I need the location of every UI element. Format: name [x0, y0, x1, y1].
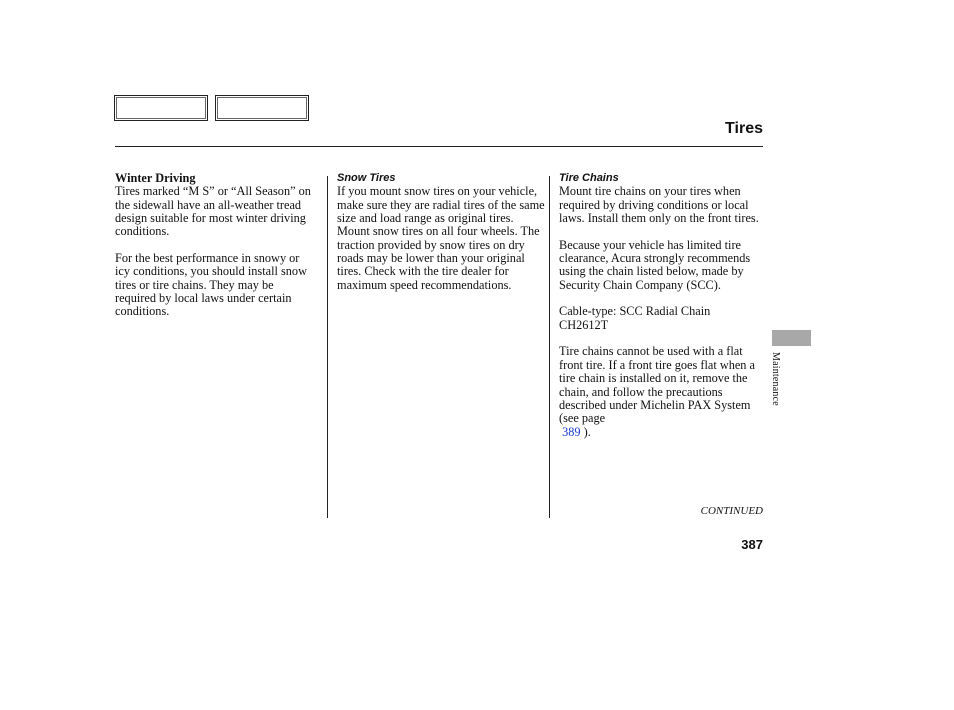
tire-chains-column [559, 172, 764, 452]
header-rule [115, 146, 763, 147]
section-tab-marker [772, 330, 811, 346]
column-divider-1 [327, 176, 328, 518]
winter-driving-paragraph-1: Tires marked “M S” or “All Season” on the sidewall have an all-weather tread design suitable for most winter driving conditions. [115, 184, 311, 239]
chain-type-line-1: Cable-type: SCC Radial Chain [559, 304, 711, 319]
tire-chains-paragraph-3 [559, 305, 764, 332]
chain-type-line-2: CH2612T [559, 317, 609, 332]
winter-driving-heading: Winter Driving [115, 171, 196, 185]
tire-chains-paragraph-4-end: ). [583, 424, 591, 439]
page-number: 387 [741, 537, 763, 552]
tire-chains-paragraph-4-text: Tire chains cannot be used with a flat front tire. If a front tire goes flat when a tire chain is installed on it, remove the chain, and follow the precautions described under Michelin PAX System (see page [559, 344, 755, 426]
snow-tires-heading: Snow Tires [337, 172, 396, 184]
winter-driving-paragraph-2: For the best performance in snowy or icy conditions, you should install snow tires or tire chains. They may be required by local laws under certain conditions. [115, 251, 307, 319]
tire-chains-paragraph-4 [559, 345, 764, 438]
nav-button-2[interactable] [215, 95, 309, 121]
tire-chains-paragraph-1: Mount tire chains on your tires when required by driving conditions or local laws. Install them only on the front tires. [559, 184, 759, 226]
continued-label: CONTINUED [700, 505, 763, 517]
snow-tires-column [337, 172, 547, 305]
column-divider-2 [549, 176, 550, 518]
winter-driving-column [115, 172, 315, 332]
section-tab-label: Maintenance [770, 352, 781, 406]
tire-chains-heading: Tire Chains [559, 172, 619, 184]
snow-tires-paragraph: If you mount snow tires on your vehicle, make sure they are radial tires of the same size and load range as original tires. Mount snow tires on all four wheels. The traction provided by snow tires on dry roads may be lower than your original tires. Check with the tire dealer for maximum speed recommendations. [337, 184, 545, 292]
tire-chains-paragraph-2: Because your vehicle has limited tire clearance, Acura strongly recommends using the chain listed below, made by Security Chain Company (SCC). [559, 237, 751, 292]
page-389-link[interactable]: 389 [562, 424, 581, 439]
page-title: Tires [725, 120, 763, 137]
nav-button-1[interactable] [114, 95, 208, 121]
